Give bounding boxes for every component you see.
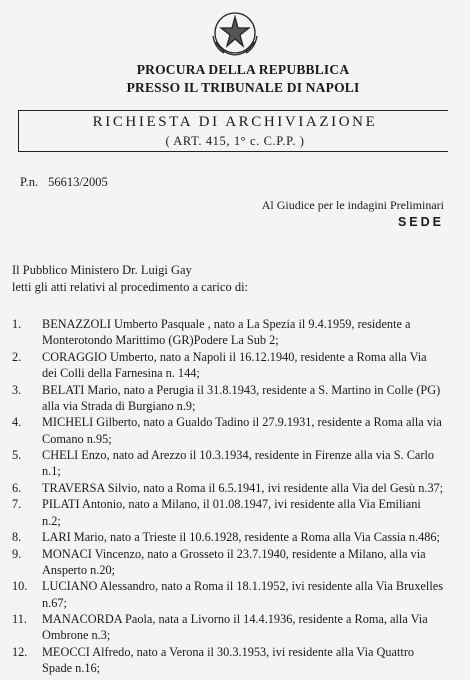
defendant-details-cont: Ombrone n.3; — [42, 628, 111, 643]
intro-line1: Il Pubblico Ministero Dr. Luigi Gay — [12, 263, 192, 277]
defendant-surname: MICHELI — [42, 415, 94, 430]
item-number: 8. — [12, 530, 22, 545]
defendant-details-cont: Monterotondo Marittimo (GR)Podere La Sub 2; — [42, 333, 279, 348]
defendant-details: Mario, nato a Perugia il 31.8.1943, residente a S. Martino in Colle (PG) — [84, 382, 441, 397]
defendant-surname: MEOCCI — [42, 644, 90, 659]
defendant-details-cont: n.2; — [42, 513, 61, 528]
defendant-details-cont: alla via Strada di Burgiano n.9; — [42, 398, 196, 413]
case-number-label: P.n. — [20, 175, 39, 189]
defendant-surname: CHELI — [42, 448, 79, 463]
defendant-details-cont: n.1; — [42, 464, 61, 479]
defendant-list — [12, 316, 458, 677]
defendant-surname: MANACORDA — [42, 612, 122, 627]
defendant-surname: CORAGGIO — [42, 349, 107, 364]
list-item — [12, 316, 458, 349]
defendant-surname: LUCIANO — [42, 579, 98, 594]
list-item — [12, 546, 458, 579]
defendant-details: Paola, nata a Livorno il 14.4.1936, residente a Roma, alla Via — [121, 612, 428, 627]
addressee-block — [262, 198, 444, 229]
list-item — [12, 496, 458, 529]
defendant-details: Vincenzo, nato a Grosseto il 23.7.1940, residente a Milano, alla via — [91, 546, 426, 561]
addressee-line2: SEDE — [397, 215, 444, 229]
defendant-surname: TRAVERSA — [42, 480, 105, 495]
list-item — [12, 414, 458, 447]
defendant-surname: MONACI — [42, 546, 92, 561]
defendant-details: Antonio, nato a Milano, il 01.08.1947, ivi residente alla Via Emiliani — [79, 497, 421, 512]
intro-block — [12, 262, 248, 296]
item-number: 7. — [12, 497, 22, 512]
item-number: 2. — [12, 349, 22, 364]
item-number: 12. — [12, 644, 28, 659]
item-number: 11. — [12, 612, 27, 627]
list-item — [12, 611, 458, 644]
item-number: 3. — [12, 382, 22, 397]
item-number: 9. — [12, 546, 22, 561]
item-number: 10. — [12, 579, 28, 594]
defendant-surname: PILATI — [42, 497, 80, 512]
item-number: 1. — [12, 317, 22, 331]
office-name-line1: PROCURA DELLA REPUBBLICA — [136, 62, 350, 77]
addressee-line1: Al Giudice per le indagini Preliminari — [261, 198, 444, 212]
defendant-details: Umberto, nato a Napoli il 16.12.1940, residente a Roma alla Via — [106, 349, 427, 364]
defendant-details: Mario, nato a Trieste il 10.6.1928, residente a Roma alla Via Cassia n.486; — [70, 530, 440, 545]
list-item — [12, 349, 458, 382]
intro-line2: letti gli atti relativi al procedimento a carico di: — [12, 280, 249, 294]
list-item — [12, 382, 458, 415]
list-item — [12, 529, 458, 545]
case-number-value: 56613/2005 — [48, 175, 108, 189]
list-item — [12, 447, 458, 480]
case-number — [20, 175, 108, 190]
office-name-line2: PRESSO IL TRIBUNALE DI NAPOLI — [126, 80, 360, 95]
defendant-details: Enzo, nato ad Arezzo il 10.3.1934, residente in Firenze alla via S. Carlo — [78, 448, 435, 463]
defendant-surname: LARI — [42, 530, 71, 545]
defendant-details-cont: Spade n.16; — [42, 661, 101, 676]
list-item — [12, 644, 458, 677]
list-item — [12, 480, 458, 496]
defendant-details: Alessandro, nato a Roma il 18.1.1952, ivi residente alla Via Bruxelles — [97, 579, 444, 594]
item-number: 5. — [12, 448, 22, 463]
defendant-details: Gilberto, nato a Gualdo Tadino il 27.9.1931, residente a Roma alla via — [93, 415, 442, 430]
defendant-surname: BENAZZOLI — [42, 317, 111, 331]
defendant-surname: BELATI — [42, 382, 85, 397]
defendant-details: Umberto Pasquale , nato a La Spezia il 9.4.1959, residente a — [110, 317, 411, 331]
document-subtitle: ( ART. 415, 1° c. C.P.P. ) — [165, 134, 305, 148]
republic-emblem-icon — [210, 8, 260, 58]
defendant-details-cont: dei Colli della Farnesina n. 144; — [42, 366, 200, 380]
defendant-details-cont: Ansperto n.20; — [42, 562, 116, 577]
document-title: RICHIESTA DI ARCHIVIAZIONE — [92, 114, 378, 130]
defendant-details: Silvio, nato a Roma il 6.5.1941, ivi residente alla Via del Gesù n.37; — [104, 480, 444, 495]
item-number: 6. — [12, 480, 22, 495]
list-item — [12, 578, 458, 611]
defendant-details-cont: n.67; — [42, 595, 67, 610]
item-number: 4. — [12, 415, 22, 430]
defendant-details-cont: Comano n.95; — [42, 431, 112, 446]
defendant-details: Alfredo, nato a Verona il 30.3.1953, ivi residente alla Via Quattro — [89, 644, 415, 659]
